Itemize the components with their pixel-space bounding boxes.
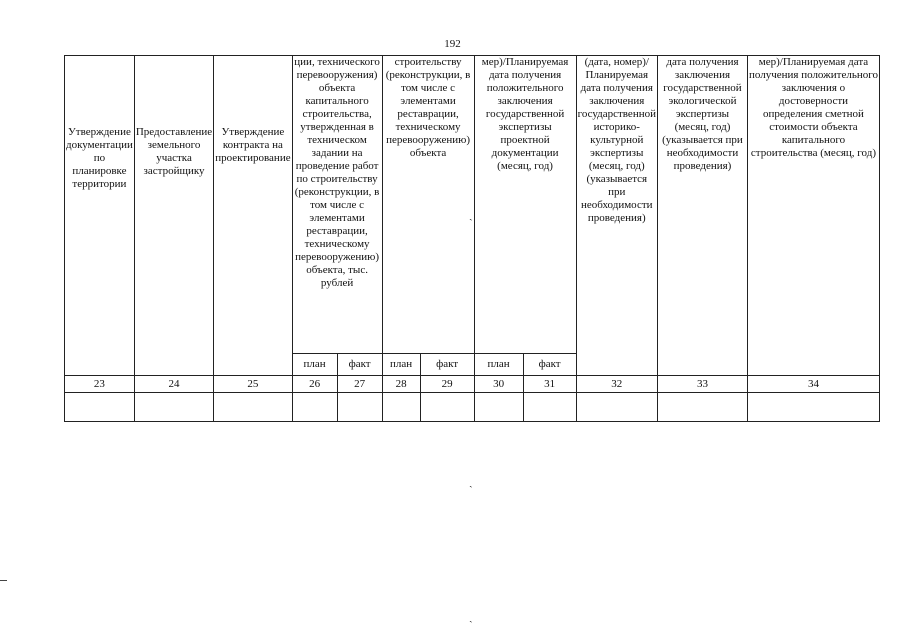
- empty-cell: [292, 393, 337, 422]
- header-col-23: Утверждение документации по планировке территории: [65, 56, 135, 376]
- header-col-24: Предоставление земельного участка застройщику: [134, 56, 213, 376]
- stray-mark: ˎ: [469, 209, 473, 221]
- empty-cell: [747, 393, 879, 422]
- margin-mark: [0, 580, 7, 581]
- column-number: 28: [382, 376, 420, 393]
- column-number: 29: [420, 376, 474, 393]
- header-col-30-31: мер)/Планируемая дата получения положительного заключения государственной экспертизы проектной документации (месяц, год): [474, 56, 576, 354]
- column-number-row: [65, 376, 880, 393]
- stray-mark: ˎ: [469, 611, 473, 623]
- header-col-26-27: ции, технического перевооружения) объекта капитального строительства, утвержденная в техническом задании на проведение работ по строительству (реконструкции, в том числе с элементами реставрации, техническому перевооружению) объекта, тыс. рублей: [292, 56, 382, 354]
- column-number: 34: [747, 376, 879, 393]
- empty-cell: [65, 393, 135, 422]
- column-number: 33: [657, 376, 747, 393]
- column-number: 31: [523, 376, 576, 393]
- empty-cell: [420, 393, 474, 422]
- sub-header-fact: факт: [420, 354, 474, 376]
- sub-header-plan: план: [474, 354, 523, 376]
- requirements-table: [64, 55, 880, 422]
- empty-cell: [523, 393, 576, 422]
- column-number: 23: [65, 376, 135, 393]
- sub-header-fact: факт: [523, 354, 576, 376]
- empty-cell: [474, 393, 523, 422]
- column-number: 25: [214, 376, 292, 393]
- column-number: 30: [474, 376, 523, 393]
- empty-cell: [382, 393, 420, 422]
- header-row: [65, 56, 880, 354]
- empty-cell: [657, 393, 747, 422]
- header-col-32: (дата, номер)/Планируемая дата получения заключения государственной историко-культурной экспертизы (месяц, год) (указывается при необходимости проведения): [576, 56, 657, 376]
- empty-cell: [214, 393, 292, 422]
- empty-data-row: [65, 393, 880, 422]
- empty-cell: [576, 393, 657, 422]
- header-col-33: дата получения заключения государственной экологической экспертизы (месяц, год) (указывается при необходимости проведения): [657, 56, 747, 376]
- column-number: 24: [134, 376, 213, 393]
- header-col-25: Утверждение контракта на проектирование: [214, 56, 292, 376]
- sub-header-plan: план: [382, 354, 420, 376]
- sub-header-fact: факт: [337, 354, 382, 376]
- sub-header-plan: план: [292, 354, 337, 376]
- column-number: 32: [576, 376, 657, 393]
- stray-mark: ˎ: [469, 476, 473, 488]
- page-number: 192: [444, 38, 461, 50]
- header-col-28-29: строительству (реконструкции, в том числе с элементами реставрации, техническому перевооружению) объекта: [382, 56, 474, 354]
- column-number: 26: [292, 376, 337, 393]
- header-col-34: мер)/Планируемая дата получения положительного заключения о достоверности определения сметной стоимости объекта капитального строительства (месяц, год): [747, 56, 879, 376]
- empty-cell: [337, 393, 382, 422]
- column-number: 27: [337, 376, 382, 393]
- empty-cell: [134, 393, 213, 422]
